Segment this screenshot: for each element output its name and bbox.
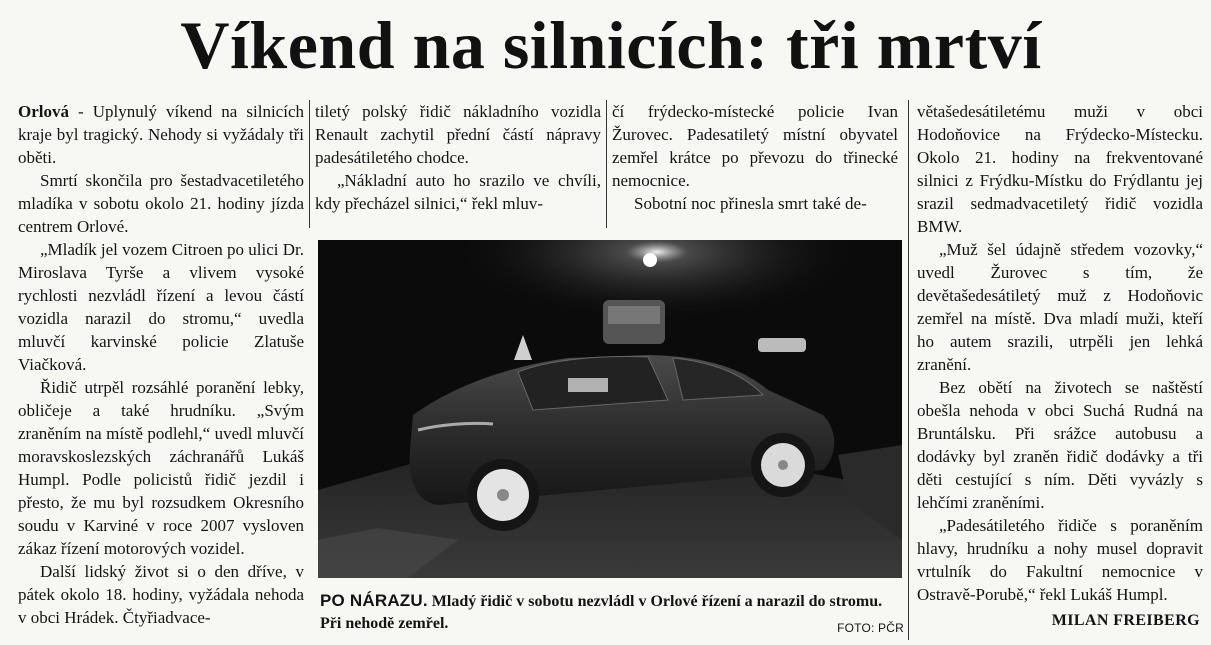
caption-text: Mladý řidič v sobotu nezvládl v Orlové řízení a narazil do stromu. Při nehodě zemřel. [320, 593, 883, 632]
paragraph: Bez obětí na životech se naštěstí obešla nehoda v obci Suchá Rudná na Bruntálsku. Při srážce autobusu a dodávky byl zraněn řidič dodávky a tři děti cestující s ním. Děti vyvázly s lehčími zraněními. [917, 378, 1203, 512]
paragraph: Sobotní noc přinesla smrt také de- [634, 194, 867, 213]
article-column-3 [612, 100, 898, 228]
article-column-1 [18, 100, 304, 640]
photo-caption [320, 590, 904, 638]
article-headline: Víkend na silnicích: tři mrtví [180, 7, 1042, 83]
paragraph: „Padesátiletého řidiče s poraněním hlavy, hrudníku a nohy musel dopravit vrtulník do Fakultní nemocnice v Ostravě-Porubě,“ řekl Lukáš Humpl. [917, 516, 1203, 604]
caption-heading: PO NÁRAZU. [320, 591, 428, 610]
photo-credit: FOTO: PČR [831, 620, 904, 636]
crashed-car-image [318, 240, 902, 578]
author-byline: MILAN FREIBERG [1051, 612, 1200, 629]
accident-photo [318, 240, 902, 578]
lead-paragraph [18, 100, 304, 169]
paragraph: Další lidský život si o den dříve, v pátek okolo 18. hodiny, vyžádala nehoda v obci Hrádek. Čtyřiadvace- [18, 562, 304, 627]
paragraph: „Muž šel údajně středem vozovky,“ uvedl Žurovec s tím, že devětašedesátiletý muž z Hodoňovic zemřel na místě. Dva mladí muži, kteří ho autem srazili, utrpěli jen lehká zranění. [917, 240, 1203, 374]
streetlight-glow [643, 253, 657, 267]
dateline: Orlová [18, 102, 69, 121]
paragraph: větašedesátiletému muži v obci Hodoňovice na Frýdecko-Místecku. Okolo 21. hodiny na frekventované silnici z Frýdku-Místku do Frýdlantu jej srazil sedmadvacetiletý řidič vozidla BMW. [917, 102, 1203, 236]
article-column-2 [315, 100, 601, 228]
paragraph: Smrtí skončila pro šestadvacetiletého mladíka v sobotu okolo 21. hodiny jízda centrem Orlové. [18, 171, 304, 236]
paragraph: „Mladík jel vozem Citroen po ulici Dr. Miroslava Tyrše a vlivem vysoké rychlosti nezvládl řízení a levou částí vozidla narazil do stromu,“ uvedla mluvčí karvinské policie Zlatuše Viačková. [18, 240, 304, 374]
paragraph: čí frýdecko-místecké policie Ivan Žurovec. Padesatiletý místní obyvatel zemřel krátce po převozu do třinecké nemocnice. [612, 102, 898, 190]
column-divider-2 [606, 100, 607, 228]
column-divider-1 [309, 100, 310, 228]
column-divider-3 [908, 100, 909, 640]
article-column-4 [917, 100, 1203, 620]
background-car [758, 338, 806, 352]
paragraph: Řidič utrpěl rozsáhlé poranění lebky, obličeje a také hrudníku. „Svým zraněním na místě podlehl,“ uvedl mluvčí moravskoslezských záchranářů Lukáš Humpl. Podle policistů řidič jezdil i přesto, že mu byl rozsudkem Okresního soudu v Karviné v roce 2007 vysloven zákaz řízení motorových vozidel. [18, 378, 304, 558]
lead-text: - Uplynulý víkend na silnicích kraje byl tragický. Nehody si vyžádaly tři oběti. [18, 102, 304, 167]
paragraph: „Nákladní auto ho srazilo ve chvíli, kdy přecházel silnici,“ řekl mluv- [315, 171, 601, 213]
paragraph: tiletý polský řidič nákladního vozidla Renault zachytil přední částí nápravy padesátiletého chodce. [315, 102, 601, 167]
